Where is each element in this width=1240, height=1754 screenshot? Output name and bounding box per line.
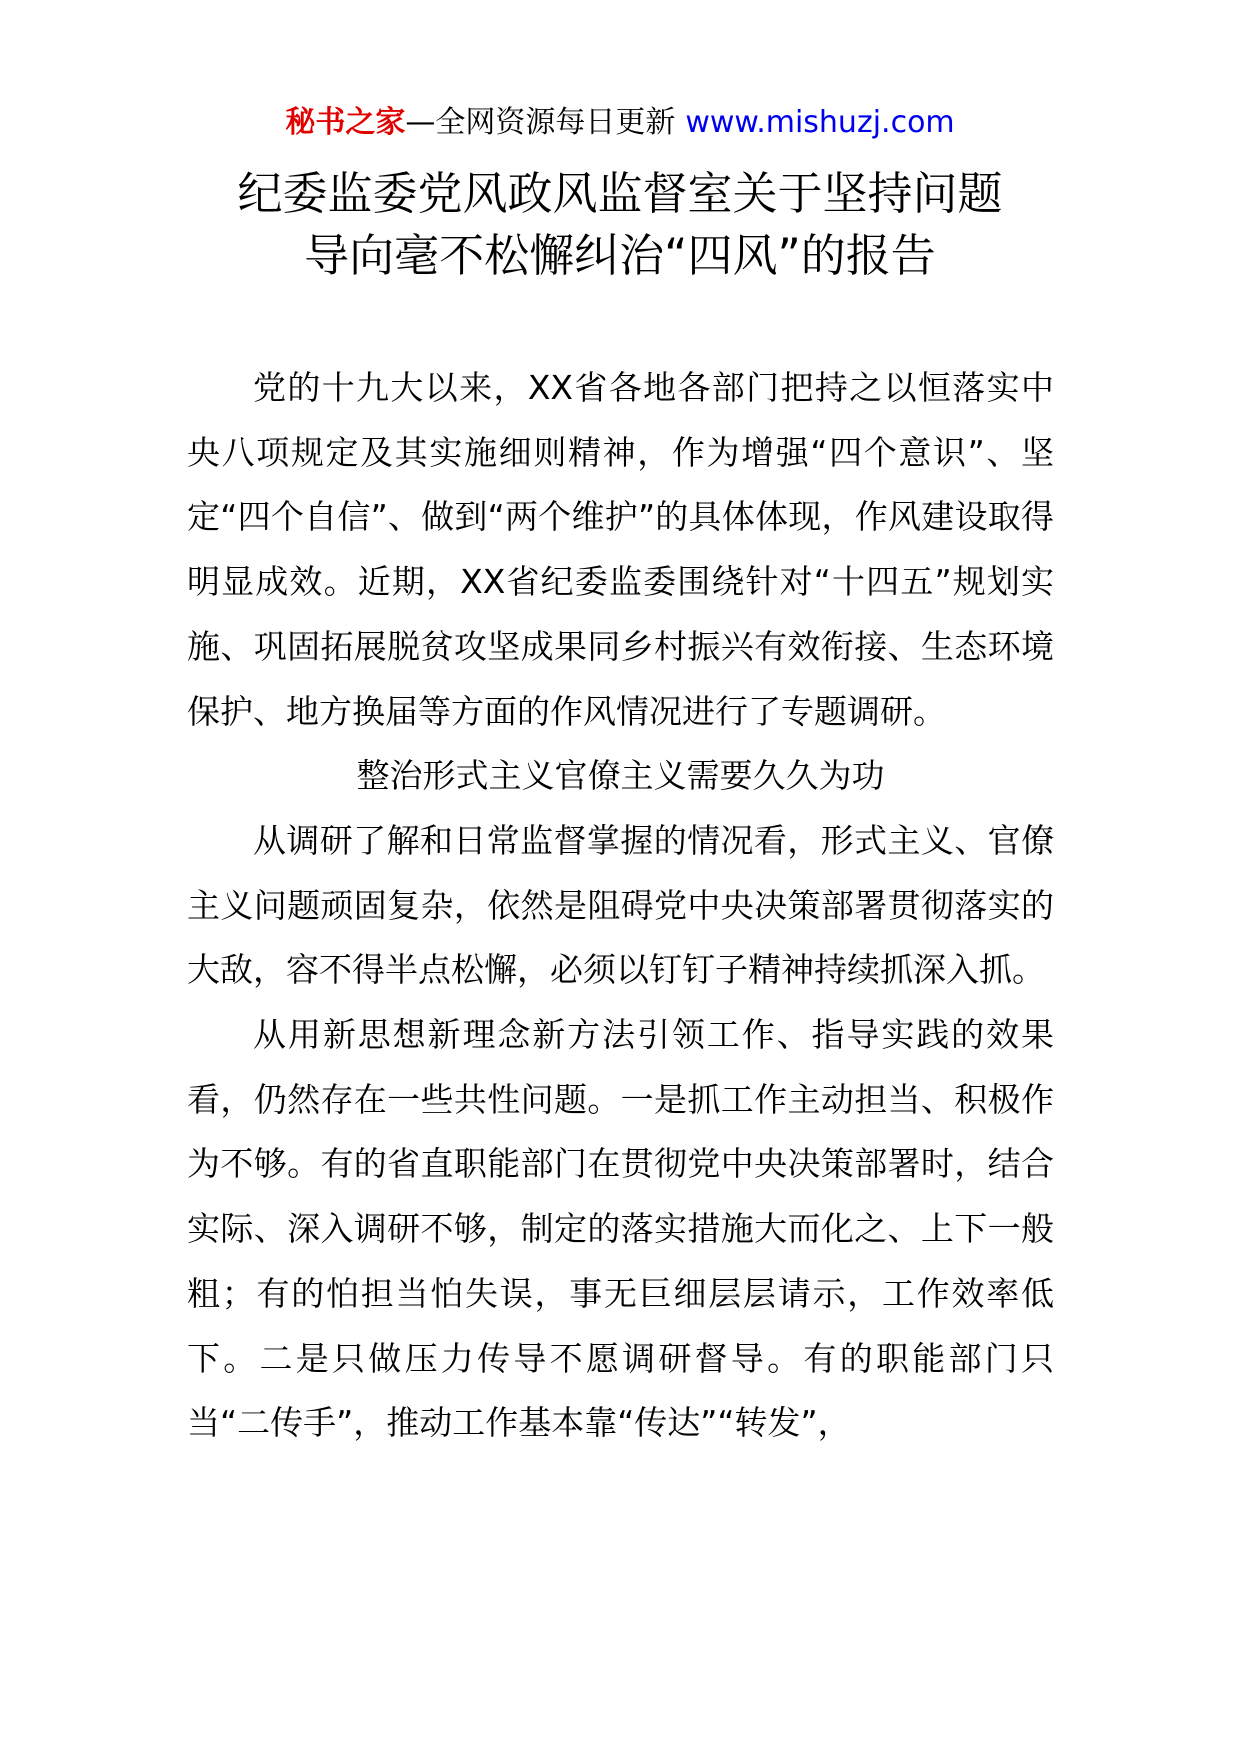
title-line-1: 纪委监委党风政风监督室关于坚持问题	[237, 167, 1003, 220]
section-heading: 整治形式主义官僚主义需要久久为功	[356, 756, 885, 796]
site-url-link[interactable]: www.mishuzj.com	[685, 105, 955, 140]
brand-name: 秘书之家	[285, 105, 406, 140]
site-header	[0, 103, 1240, 143]
paragraph-survey: 从调研了解和日常监督掌握的情况看，形式主义、官僚主义问题顽固复杂，依然是阻碍党中央决策部署贯彻落实的大敌，容不得半点松懈，必须以钉钉子精神持续抓深入抓。	[187, 820, 1054, 990]
paragraph-intro: 党的十九大以来，XX省各地各部门把持之以恒落实中央八项规定及其实施细则精神，作为增强“四个意识”、坚定“四个自信”、做到“两个维护”的具体体现，作风建设取得明显成效。近期，XX省纪委监委围绕针对“十四五”规划实施、巩固拓展脱贫攻坚成果同乡村振兴有效衔接、生态环境保护、地方换届等方面的作风情况进行了专题调研。	[187, 368, 1054, 731]
document-title	[0, 163, 1240, 287]
header-tagline: —全网资源每日更新	[405, 105, 676, 140]
title-line-2: 导向毫不松懈纠治“四风”的报告	[304, 229, 936, 282]
paragraph-issues: 从用新思想新理念新方法引领工作、指导实践的效果看，仍然存在一些共性问题。一是抓工作主动担当、积极作为不够。有的省直职能部门在贯彻党中央决策部署时，结合实际、深入调研不够，制定的落实措施大而化之、上下一般粗；有的怕担当怕失误，事无巨细层层请示，工作效率低下。二是只做压力传导不愿调研督导。有的职能部门只当“二传手”，推动工作基本靠“传达”“转发”，	[187, 1015, 1054, 1443]
document-body	[187, 356, 1054, 1456]
